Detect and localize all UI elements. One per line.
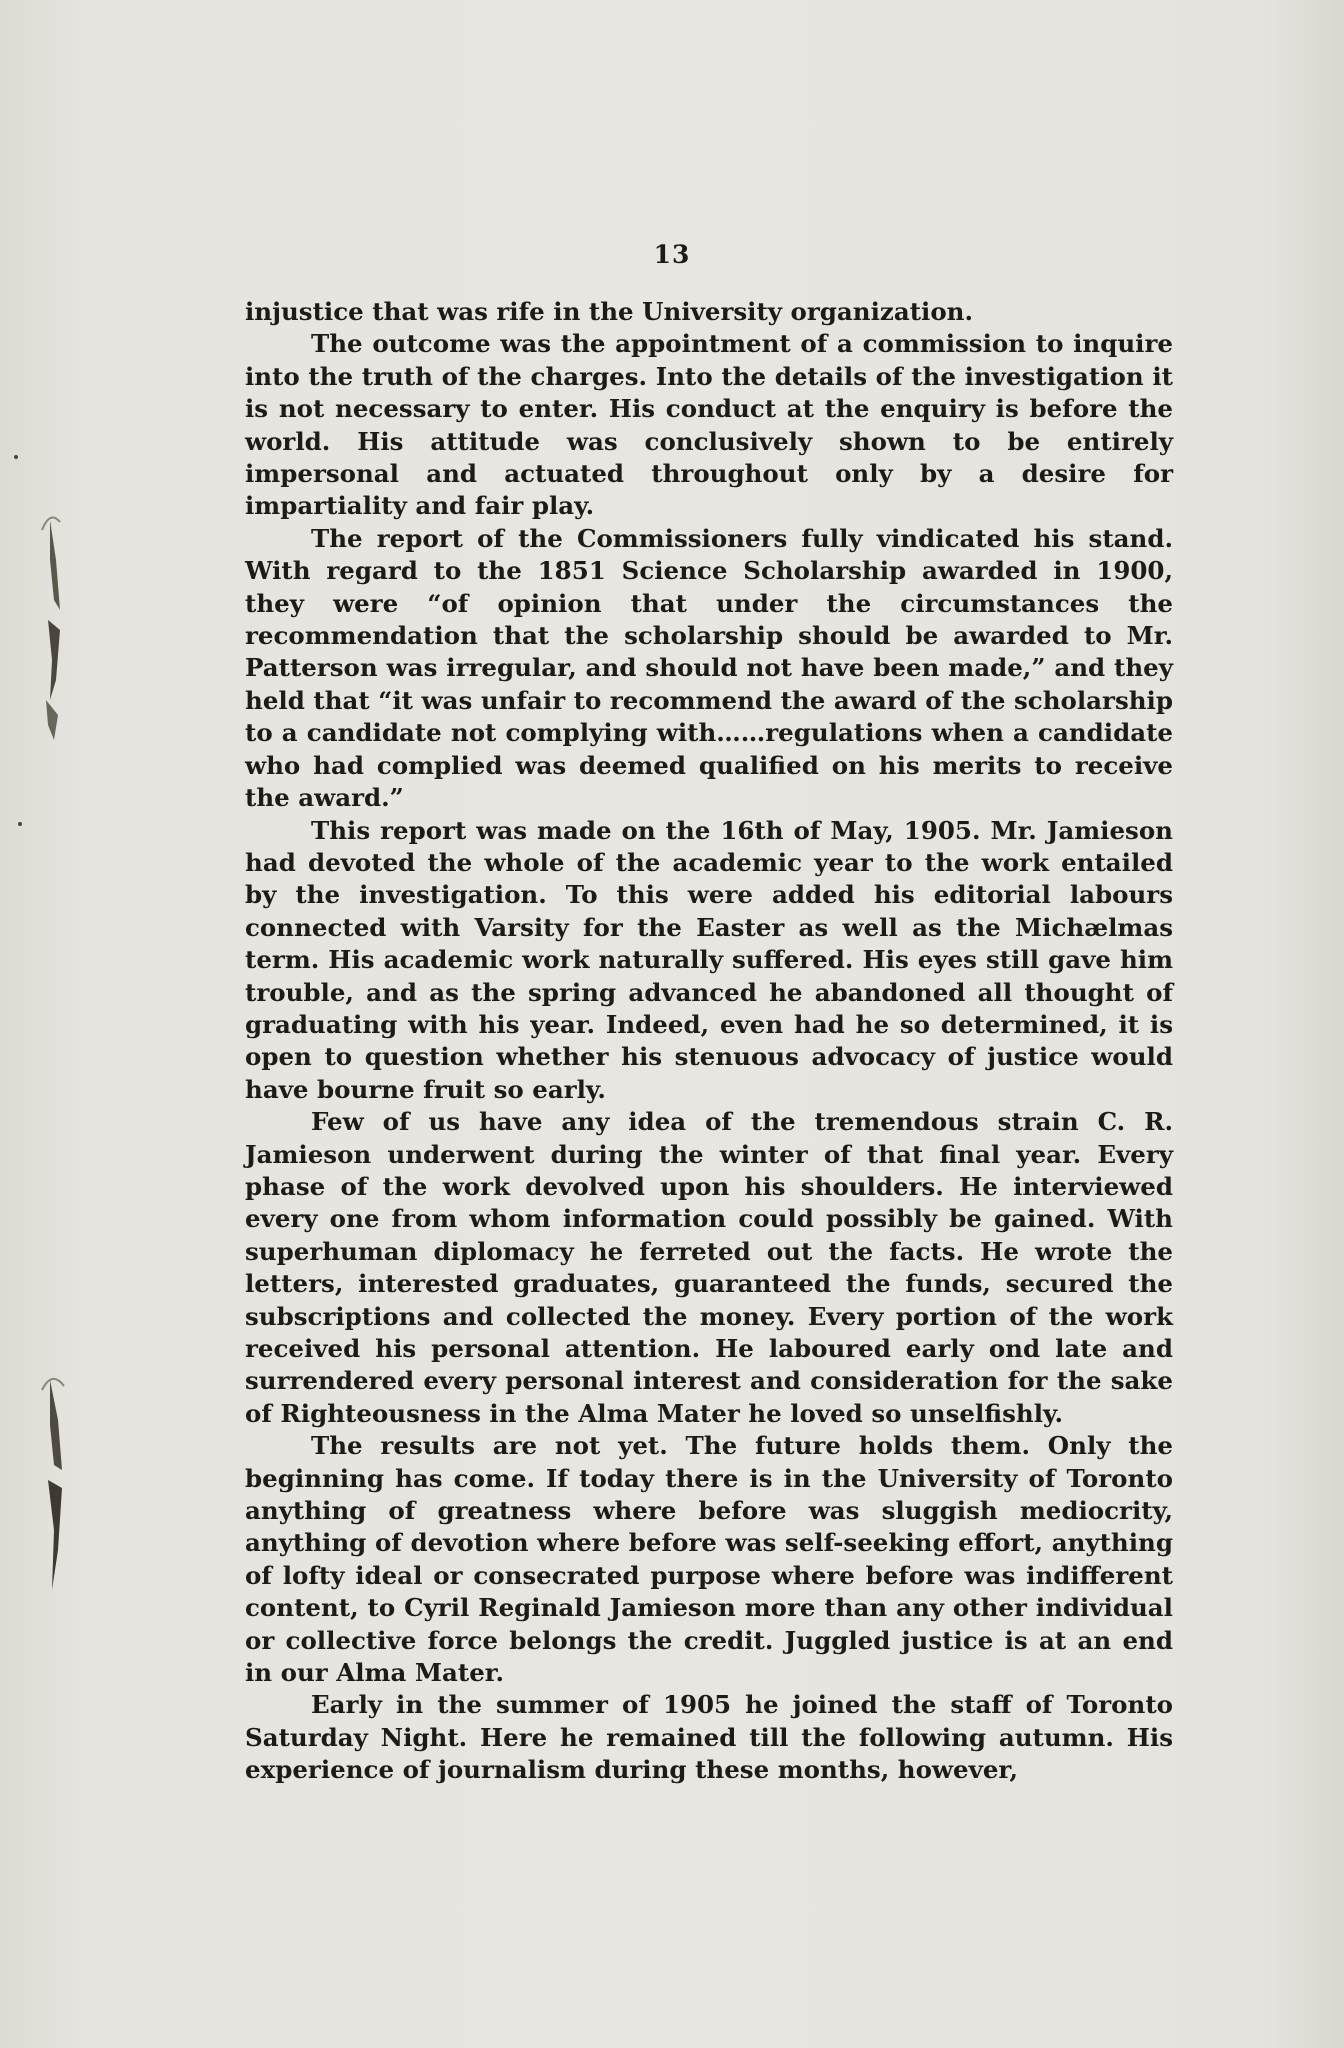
paragraph-report-date: This report was made on the 16th of May, 1905. Mr. Jamieson had devoted the whole of the academic year to the work entailed by the investigation. To this were added his editorial labours connected with Varsity for the Easter as well as the Michælmas term. His academic work naturally suffered. His eyes still gave him trouble, and as the spring advanced he abandoned all thought of graduating with his year. Indeed, even had he so determined, it is open to question whether his stenuous advocacy of justice would have bourne fruit so early. [245,815,1173,1104]
body-text [245,296,1173,1787]
page-number: 13 [653,240,691,269]
ink-speck [14,455,18,459]
binding-thread-lower-mark [20,1370,80,1610]
paragraph-continuation: injustice that was rife in the University organization. [245,297,974,326]
paragraph-commissioners-report: The report of the Commissioners fully vindicated his stand. With regard to the 1851 Science Scholarship awarded in 1900, they were “of opinion that under the circumstances the recommendation that the scholarship should be awarded to Mr. Patterson was irregular, and should not have been made,” and they held that “it was unfair to recommend the award of the scholarship to a candidate not complying with……regulations when a candidate who had complied was deemed qualified on his merits to receive the award.” [245,523,1173,813]
paragraph-saturday-night: Early in the summer of 1905 he joined the staff of Toronto Saturday Night. Here he remained till the following autumn. His experience of journalism during these months, however, [245,1690,1173,1785]
binding-thread-upper-mark [20,500,80,750]
paragraph-tremendous-strain: Few of us have any idea of the tremendous strain C. R. Jamieson underwent during the winter of that final year. Every phase of the work devolved upon his shoulders. He interviewed every one from whom information could possibly be gained. With superhuman diplomacy he ferreted out the facts. He wrote the letters, interested graduates, guaranteed the funds, secured the subscriptions and collected the money. Every portion of the work received his personal attention. He laboured early ond late and surrendered every personal interest and consideration for the sake of Righteousness in the Alma Mater he loved so unselfishly. [245,1107,1173,1428]
paragraph-results: The results are not yet. The future holds them. Only the beginning has come. If today there is in the University of Toronto anything of greatness where before was sluggish mediocrity, anything of devotion where before was self-seeking effort, anything of lofty ideal or consecrated purpose where before was indifferent content, to Cyril Reginald Jamieson more than any other individual or collective force belongs the credit. Juggled justice is at an end in our Alma Mater. [245,1431,1173,1688]
paragraph-commission: The outcome was the appointment of a commission to inquire into the truth of the charges. Into the details of the investigation it is not necessary to enter. His conduct at the enquiry is before the world. His attitude was conclusively shown to be entirely impersonal and actuated throughout only by a desire for impartiality and fair play. [245,329,1173,521]
ink-speck [18,822,22,826]
